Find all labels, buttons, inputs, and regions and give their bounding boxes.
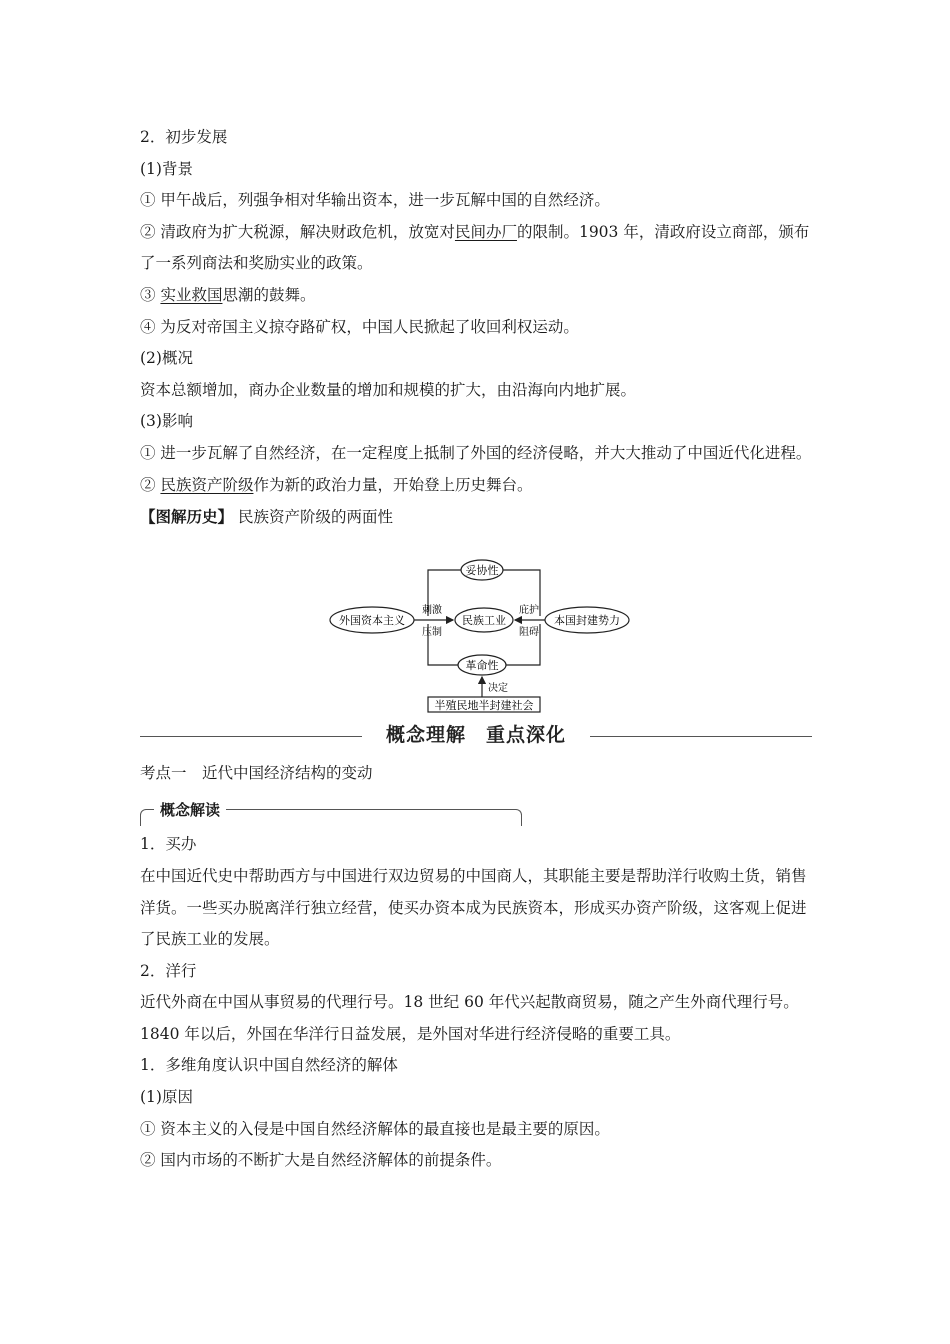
node-feudal-forces-label: 本国封建势力 (554, 613, 620, 627)
term-comprador-heading: 1．买办 (140, 835, 197, 854)
node-foreign-capitalism-label: 外国资本主义 (339, 613, 405, 627)
document-page (140, 122, 812, 1177)
analysis-heading: 1．多维角度认识中国自然经济的解体 (140, 1056, 398, 1075)
bullet-3: ③ 实业救国思潮的鼓舞。 (140, 285, 316, 304)
bullet-4: ④ 为反对帝国主义掠夺路矿权，中国人民掀起了收回利权运动。 (140, 317, 579, 336)
overview-text: 资本总额增加，商办企业数量的增加和规模的扩大，由沿海向内地扩展。 (140, 380, 637, 399)
exam-point-heading: 考点一 近代中国经济结构的变动 (140, 763, 373, 782)
diagram-caption: 【图解历史】 民族资产阶级的两面性 (140, 507, 393, 527)
impact-2: ② 民族资产阶级作为新的政治力量，开始登上历史舞台。 (140, 475, 533, 494)
section-title: 概念理解 重点深化 (385, 723, 566, 746)
underlined-term: 民间办厂 (454, 222, 517, 241)
heading-initial-development: 2．初步发展 (140, 128, 228, 146)
impact-1: ① 进一步瓦解了自然经济，在一定程度上抵制了外国的经济侵略，并大大推动了中国近代化进程。 (140, 443, 812, 462)
bullet-2: ② 清政府为扩大税源，解决财政危机，放宽对民间办厂的限制。1903 年，清政府设立商部，颁布了一系列商法和奖励实业的政策。 (140, 222, 810, 273)
edge-decide: 决定 (488, 682, 508, 694)
edge-suppress: 压制 (422, 626, 442, 638)
duality-diagram (140, 534, 812, 716)
subheading-overview: (2)概况 (140, 349, 193, 368)
concept-box-label: 概念解读 (154, 795, 226, 827)
diagram-svg (140, 534, 812, 716)
underlined-term: 民族资产阶级 (160, 475, 254, 494)
subheading-impact: (3)影响 (140, 412, 193, 431)
underlined-term: 实业救国 (160, 285, 223, 304)
divider-line-right (590, 736, 812, 737)
edge-protect: 庇护 (519, 604, 539, 616)
node-semi-colonial-society-label: 半殖民地半封建社会 (434, 698, 534, 712)
cause-2: ② 国内市场的不断扩大是自然经济解体的前提条件。 (140, 1151, 502, 1170)
subheading-background: (1)背景 (140, 159, 193, 178)
subheading-causes: (1)原因 (140, 1088, 193, 1107)
term-foreign-firm-heading: 2．洋行 (140, 961, 197, 980)
section-divider (140, 718, 812, 758)
term-foreign-firm-text: 近代外商在中国从事贸易的代理行号。18 世纪 60 年代兴起散商贸易，随之产生外商代理行号。1840 年以后，外国在华洋行日益发展，是外国对华进行经济侵略的重要工具。 (140, 993, 799, 1043)
concept-box-header (140, 795, 812, 829)
node-compromise-label: 妥协性 (465, 563, 499, 577)
cause-1: ① 资本主义的入侵是中国自然经济解体的最直接也是最主要的原因。 (140, 1119, 610, 1138)
edge-obstruct: 阻碍 (519, 626, 539, 638)
node-national-industry-label: 民族工业 (462, 613, 506, 627)
term-comprador-text: 在中国近代史中帮助西方与中国进行双边贸易的中国商人，其职能主要是帮助洋行收购土货，销售洋货。一些买办脱离洋行独立经营，使买办资本成为民族资本，形成买办资产阶级，这客观上促进了民族工业的发展。 (140, 866, 807, 949)
edge-stimulate: 刺激 (422, 604, 442, 616)
bullet-1: ① 甲午战后，列强争相对华输出资本，进一步瓦解中国的自然经济。 (140, 191, 610, 210)
node-revolution-label: 革命性 (465, 658, 499, 672)
